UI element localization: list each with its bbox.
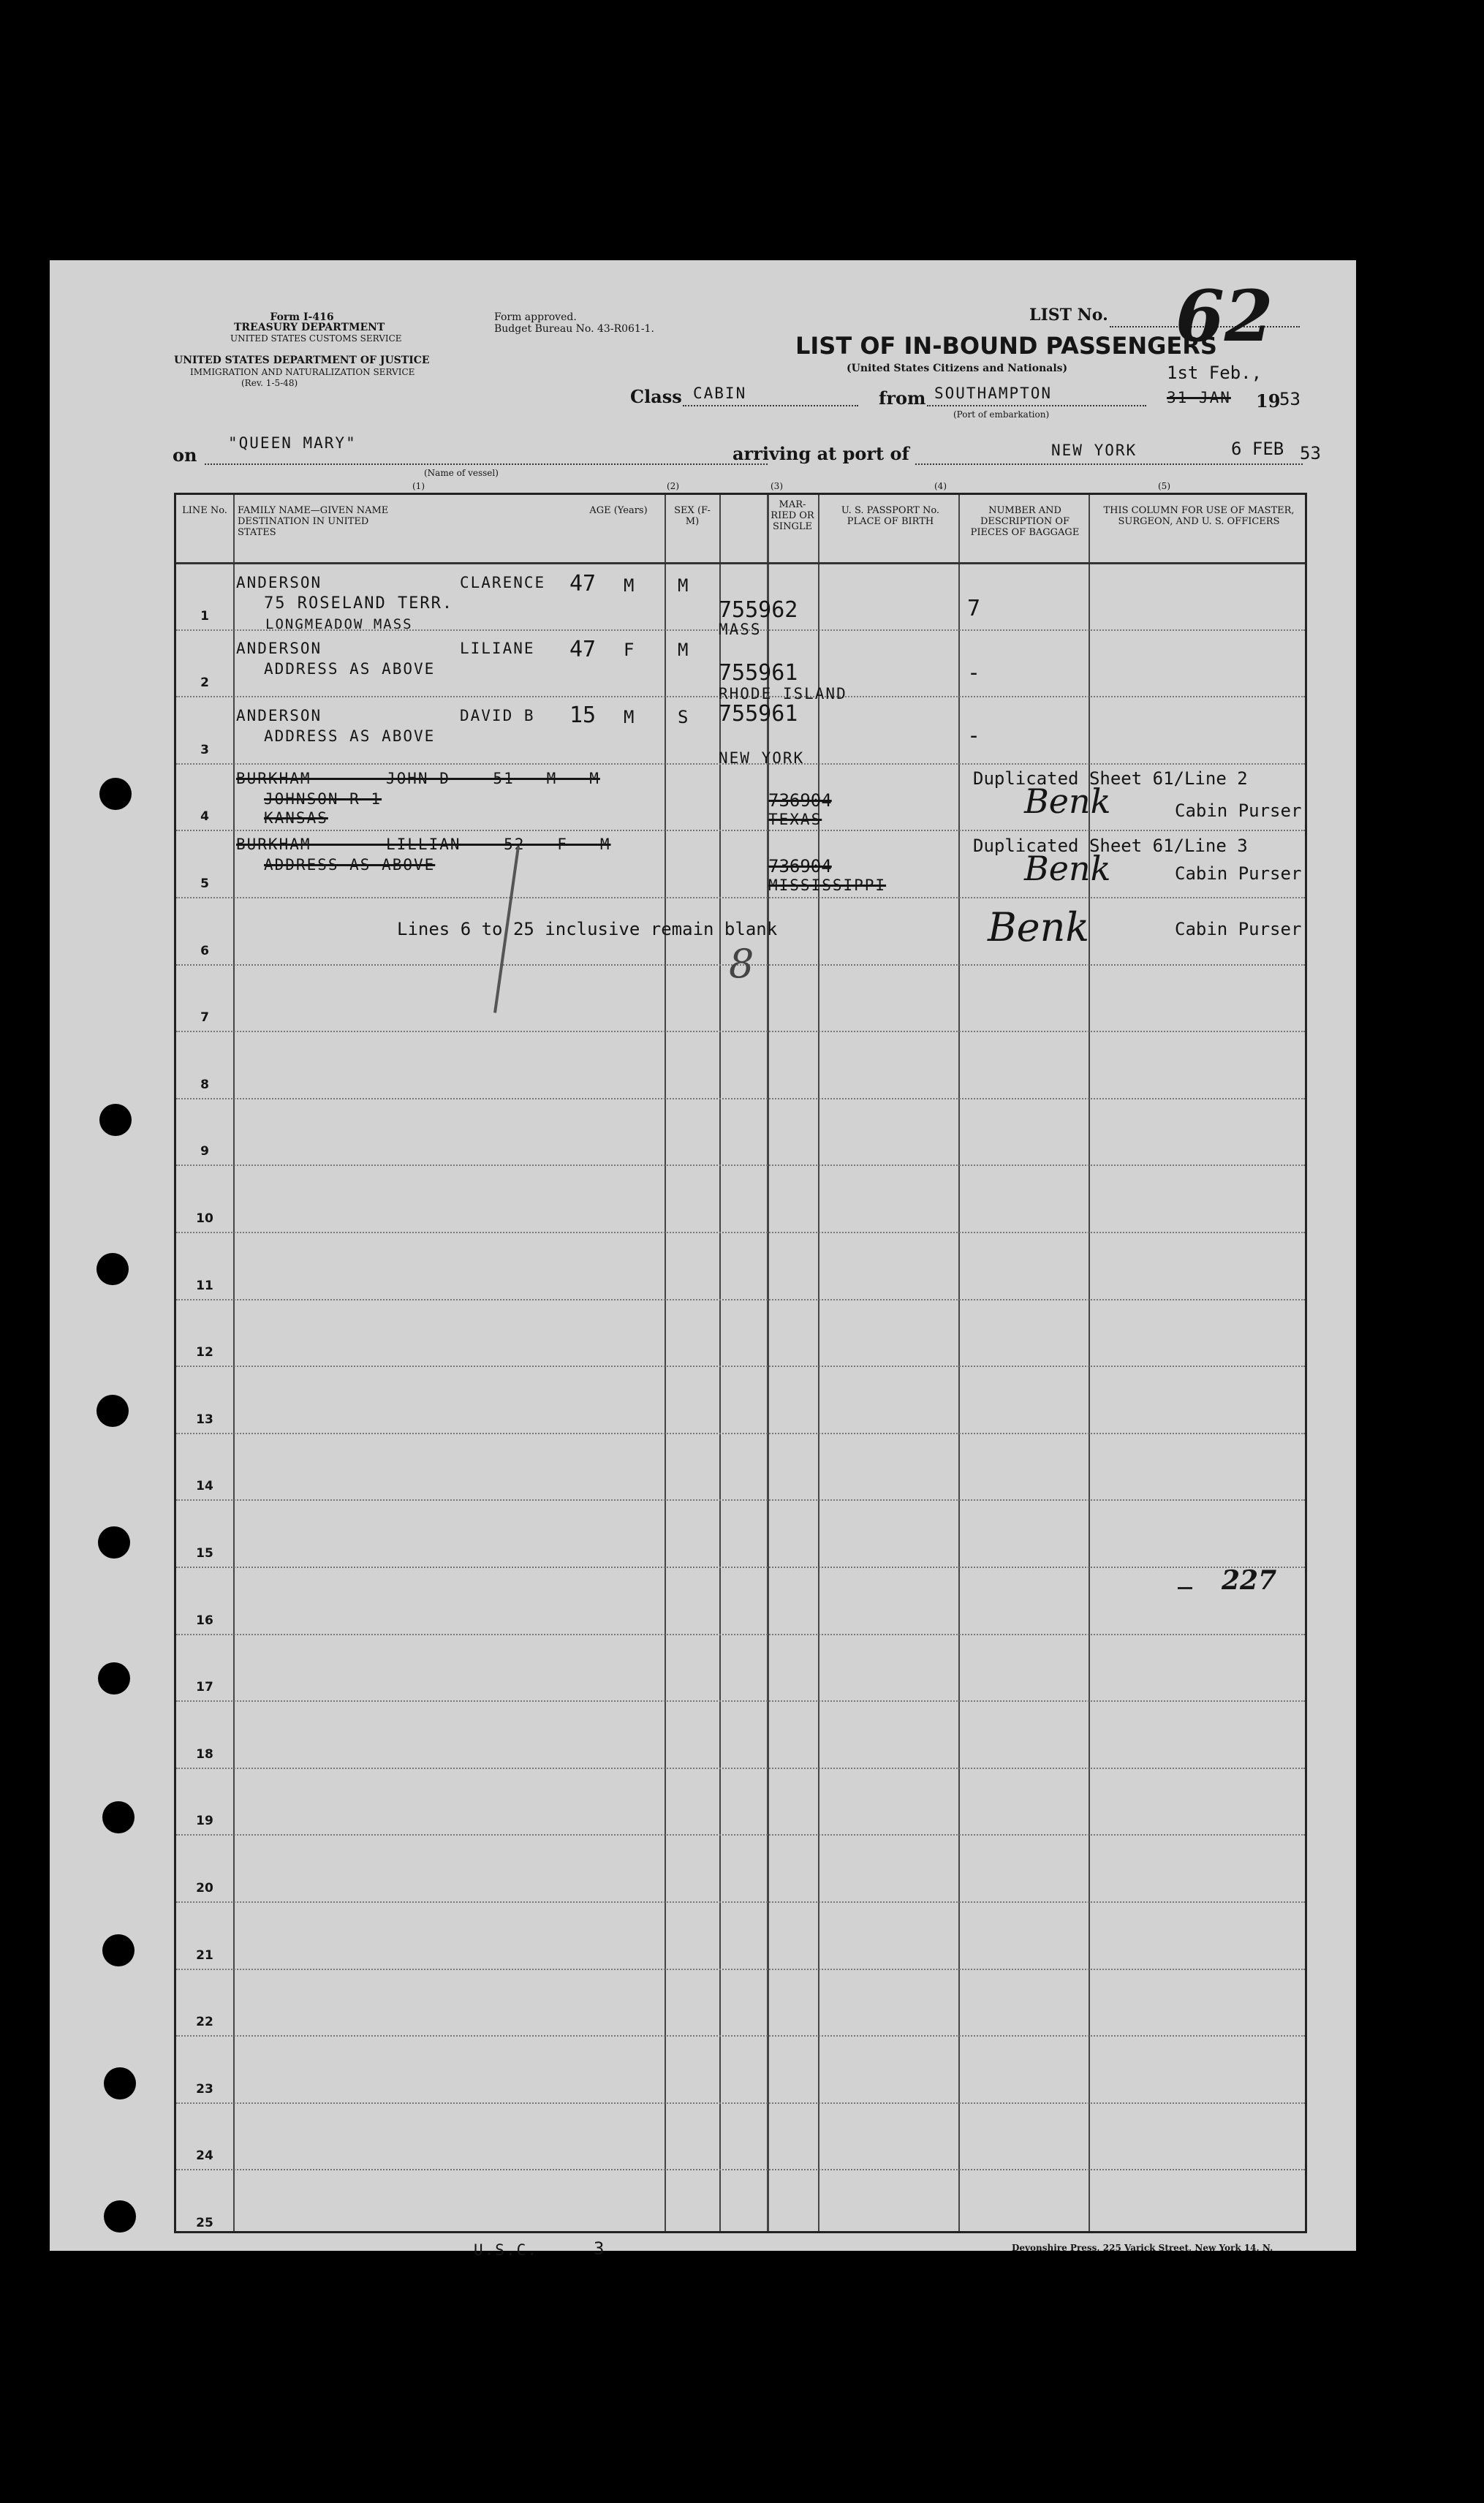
line-divider [176,1299,1305,1300]
line-number: 2 [200,675,209,690]
line-number: 24 [196,2148,213,2163]
year-prefix: 19 [1256,390,1281,412]
passenger-1-sex: M [624,575,635,596]
duplicate-note-2: Duplicated Sheet 61/Line 3 [973,836,1248,856]
passenger-table [174,493,1307,2233]
column-divider [1089,495,1090,2231]
binder-hole [96,1253,129,1285]
struck-entry-1-birth: TEXAS [768,811,822,828]
binder-hole [104,2200,136,2233]
duplicate-note-1: Duplicated Sheet 61/Line 2 [973,768,1248,789]
line-divider [176,897,1305,898]
line-number: 15 [196,1546,213,1561]
arrival-date: 6 FEB [1231,439,1284,459]
column-divider [665,495,666,2231]
line-number: 6 [200,944,209,958]
column-divider [818,495,819,2231]
line-divider [176,1901,1305,1903]
column-divider [233,495,235,2231]
on-label: on [173,444,197,466]
form-subtitle: (United States Citizens and Nationals) [847,363,1068,374]
form-number: Form I-416 [270,311,334,323]
passenger-2-age: 47 [569,637,597,662]
form-approved: Form approved. [494,311,577,323]
passenger-3-sex: M [624,707,635,727]
passenger-3-dest: ADDRESS AS ABOVE [264,727,436,745]
header-sex: SEX (F-M) [674,505,711,527]
line-number: 7 [200,1010,209,1025]
purser-signature-1: Benk [1024,781,1111,821]
header-officers: THIS COLUMN FOR USE OF MASTER, SURGEON, AND U. S. OFFICERS [1103,505,1295,527]
passenger-2-birth: RHODE ISLAND [719,685,847,703]
purser-signature-3: Benk [988,904,1090,950]
purser-label-3: Cabin Purser [1175,919,1302,939]
binder-hole [96,1395,129,1427]
usc-label: U.S.C. [474,2241,538,2259]
vessel-underline [205,463,768,465]
header-line-no: LINE No. [182,505,227,516]
officer-mark: 227 [1222,1565,1277,1596]
struck-entry-2-dest: ADDRESS-AS-ABOVE [264,856,436,874]
list-number: 62 [1176,275,1273,357]
printer-credit: Devonshire Press, 225 Varick Street, New York 14, N. [1012,2243,1273,2253]
struck-entry-2-passport: 736904 [768,856,832,876]
line-number: 12 [196,1345,213,1360]
column-number: (4) [934,481,947,491]
arrival-port: NEW YORK [1051,442,1137,459]
from-label: from [879,387,926,409]
passenger-1-given: CLARENCE [460,574,546,591]
passenger-1-age: 47 [569,571,597,597]
revision-date: (Rev. 1-5-48) [241,378,298,388]
binder-hole [102,1801,135,1833]
line-number: 25 [196,2216,213,2230]
purser-label-2: Cabin Purser [1175,863,1302,884]
passenger-1-birth: MASS [719,621,762,638]
struck-entry-1-dest2: KANSAS [264,809,328,827]
class-underline [683,405,858,406]
header-name: FAMILY NAME—GIVEN NAME DESTINATION IN UNITED STATES [238,505,389,538]
line-number: 10 [196,1211,213,1226]
line-number: 16 [196,1613,213,1628]
customs-service: UNITED STATES CUSTOMS SERVICE [230,333,402,344]
line-divider [176,1433,1305,1434]
line-divider [176,1165,1305,1166]
line-number: 17 [196,1680,213,1694]
column-number: (5) [1158,481,1170,491]
line-divider [176,2169,1305,2170]
blank-lines-note: Lines 6 to 25 inclusive remain blank [397,919,778,939]
passenger-3-age: 15 [569,703,597,728]
passenger-1-baggage: 7 [967,596,981,621]
passenger-1-dest2: LONGMEADOW MASS [265,616,413,632]
line-divider [176,1969,1305,1970]
line-divider [176,1098,1305,1099]
class-label: Class [630,386,682,407]
binder-hole [98,1662,130,1694]
line-divider [176,2102,1305,2104]
from-value: SOUTHAMPTON [934,385,1053,402]
passenger-2-given: LILIANE [460,640,535,657]
line-number: 23 [196,2082,213,2097]
passenger-3-married: S [678,707,689,727]
class-value: CABIN [693,385,747,402]
line-number: 19 [196,1814,213,1828]
passenger-1-dest: 75 ROSELAND TERR. [264,594,454,613]
passenger-3-given: DAVID B [460,707,535,724]
passenger-2-dest: ADDRESS AS ABOVE [264,660,436,678]
line-divider [176,1499,1305,1501]
arriving-label: arriving at port of [732,443,909,464]
passenger-2-baggage: - [967,660,981,686]
date-value: 1st Feb., [1167,363,1262,383]
purser-label-1: Cabin Purser [1175,800,1302,821]
line-number: 11 [196,1279,213,1293]
passenger-1-passport: 755962 [719,597,798,623]
binder-hole [98,1526,130,1559]
line-divider [176,1700,1305,1702]
vessel-name: "QUEEN MARY" [228,434,357,452]
struck-entry-2-name: BURKHAM-------LILLIAN----52---F---M [236,836,611,853]
arrival-underline [915,463,1303,465]
header-divider [176,562,1305,564]
date-struck: 31 JAN [1167,389,1231,406]
passenger-2-passport: 755961 [719,660,798,686]
header-age: AGE (Years) [589,505,648,516]
line-number: 13 [196,1412,213,1427]
column-divider [958,495,960,2231]
binder-hole [104,2067,136,2099]
line-divider [176,1768,1305,1769]
immigration-service: IMMIGRATION AND NATURALIZATION SERVICE [190,367,415,377]
header-baggage: NUMBER AND DESCRIPTION OF PIECES OF BAGGAGE [970,505,1080,538]
port-embarkation-caption: (Port of embarkation) [953,409,1050,420]
header-married: MAR-RIED OR SINGLE [771,499,814,532]
passenger-list-sheet [50,260,1356,2259]
line-divider [176,830,1305,831]
header-passport: U. S. PASSPORT No. PLACE OF BIRTH [841,505,940,527]
line-number: 14 [196,1479,213,1493]
passenger-2-married: M [678,640,689,660]
line-divider [176,1834,1305,1836]
budget-bureau: Budget Bureau No. 43-R061-1. [494,323,654,335]
struck-entry-2-birth: MISSISSIPPI [768,876,887,894]
column-number: (2) [667,481,679,491]
form-title: LIST OF IN-BOUND PASSENGERS [795,332,1217,360]
binder-hole [102,1934,135,1966]
passenger-2-sex: F [624,640,635,660]
passenger-1-family: ANDERSON [236,574,322,591]
passenger-1-married: M [678,575,689,596]
binder-hole [99,778,132,810]
column-number: (3) [771,481,783,491]
passenger-3-birth: NEW YORK [719,749,805,767]
line-number: 3 [200,743,209,757]
line-divider [176,1232,1305,1233]
usc-number: 3 [594,2238,605,2259]
line-number: 9 [200,1144,209,1159]
purser-signature-2: Benk [1024,849,1111,888]
year-value: 53 [1279,389,1301,409]
vessel-caption: (Name of vessel) [424,468,499,478]
binder-hole [99,1104,132,1136]
passenger-3-passport: 755961 [719,701,798,727]
line-divider [176,1567,1305,1568]
line-divider [176,1366,1305,1367]
list-label: LIST No. [1029,306,1108,325]
line-divider [176,1634,1305,1635]
justice-department: UNITED STATES DEPARTMENT OF JUSTICE [174,355,430,366]
line-number: 18 [196,1747,213,1762]
from-underline [927,405,1146,406]
column-number: (1) [412,481,425,491]
line-number: 8 [200,1078,209,1092]
line-number: 1 [200,609,209,624]
struck-entry-1-name: BURKHAM-------JOHN-D----51---M---M [236,770,600,787]
pencil-mark: 8 [729,941,754,987]
passenger-3-family: ANDERSON [236,707,322,724]
line-number: 20 [196,1881,213,1896]
treasury-department: TREASURY DEPARTMENT [234,322,385,333]
line-number: 5 [200,876,209,891]
struck-entry-1-passport: 736904 [768,790,832,811]
arrival-year: 53 [1300,443,1321,463]
line-divider [176,2035,1305,2037]
line-number: 21 [196,1948,213,1963]
struck-entry-1-dest: JOHNSON-R-1 [264,790,382,808]
line-divider [176,1031,1305,1032]
officer-dash [1178,1587,1192,1589]
line-number: 22 [196,2015,213,2029]
passenger-3-baggage: - [967,723,981,749]
passenger-2-family: ANDERSON [236,640,322,657]
line-number: 4 [200,809,209,824]
